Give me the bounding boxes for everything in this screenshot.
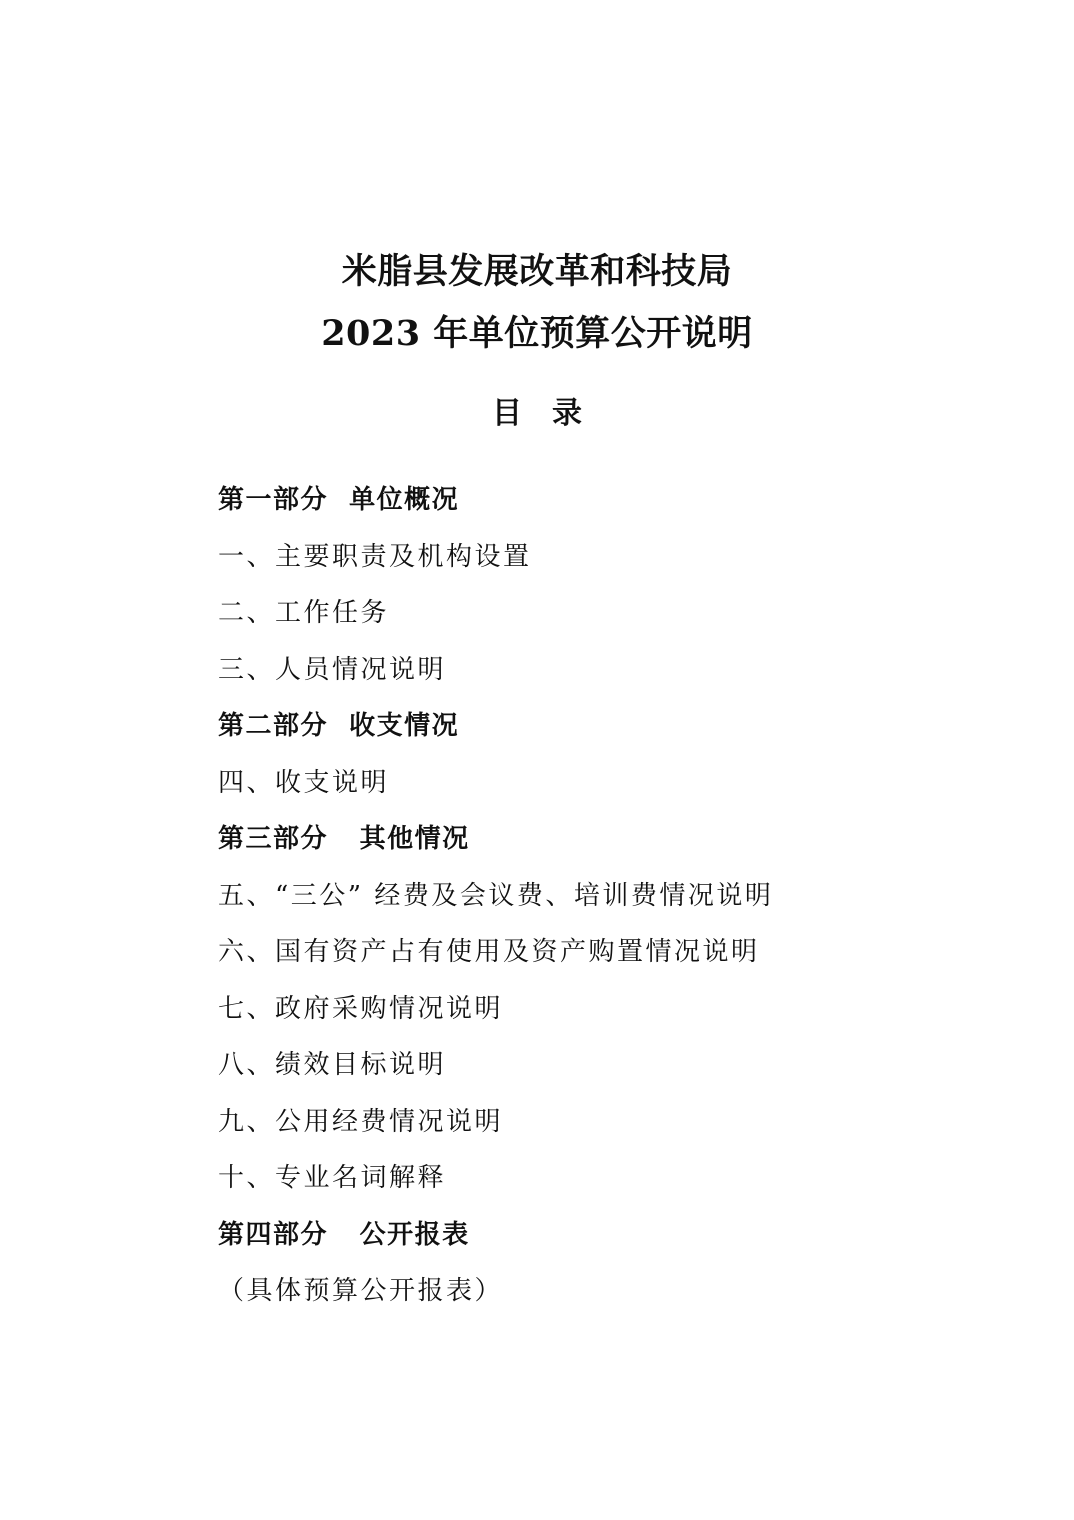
toc-part-heading: 第四部分 公开报表 <box>218 1219 470 1250</box>
toc-entry: 七、政府采购情况说明 <box>218 993 504 1024</box>
toc-entry: 一、主要职责及机构设置 <box>218 541 532 572</box>
toc-entry: 五、“三公” 经费及会议费、培训费情况说明 <box>218 880 774 911</box>
toc-entry: 九、公用经费情况说明 <box>218 1106 504 1137</box>
toc-entry: 四、收支说明 <box>218 767 390 798</box>
toc-entry: 三、人员情况说明 <box>218 654 447 685</box>
document-title-line2: 2023 年单位预算公开说明 <box>321 313 753 354</box>
document-title-line1: 米脂县发展改革和科技局 <box>341 251 733 292</box>
toc-entry: 六、国有资产占有使用及资产购置情况说明 <box>218 937 760 967</box>
toc-entry: 十、专业名词解释 <box>218 1163 447 1193</box>
toc-heading: 目录 <box>492 396 612 431</box>
toc-part-heading: 第三部分 其他情况 <box>218 824 470 854</box>
toc-entry: （具体预算公开报表） <box>218 1276 504 1306</box>
toc-part-heading: 第二部分 收支情况 <box>218 711 460 741</box>
toc-entry: 八、绩效目标说明 <box>218 1050 447 1080</box>
toc-entry: 二、工作任务 <box>218 598 390 628</box>
toc-part-heading: 第一部分 单位概况 <box>218 485 460 515</box>
table-of-contents <box>218 478 1038 1326</box>
